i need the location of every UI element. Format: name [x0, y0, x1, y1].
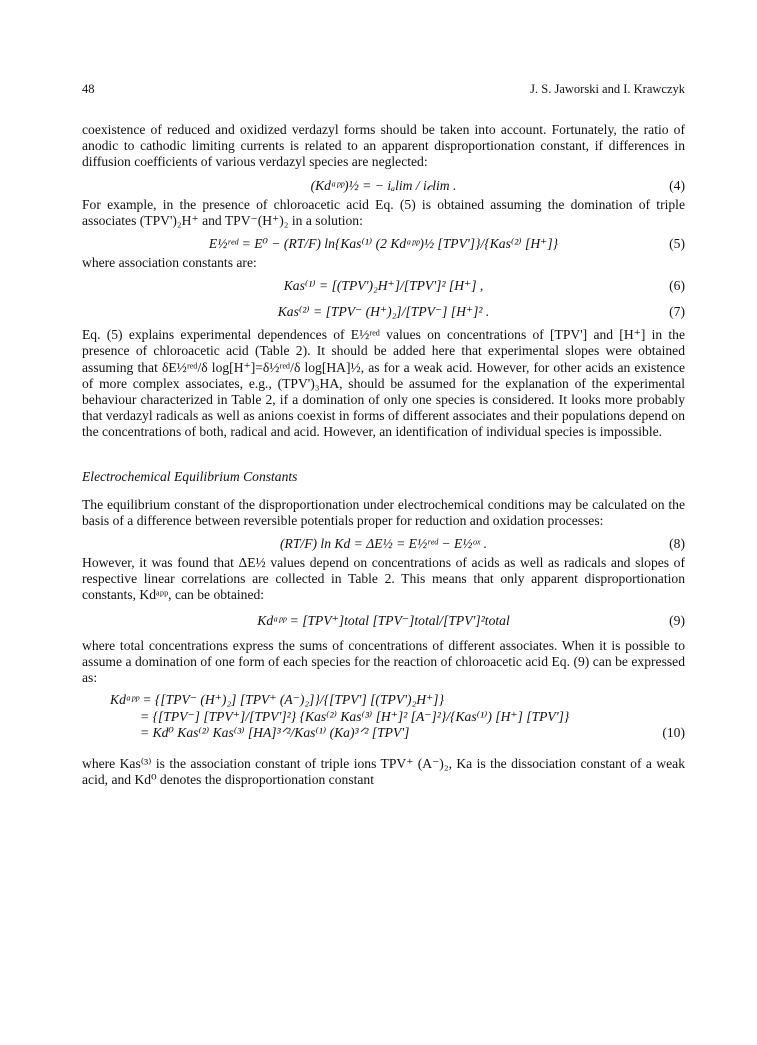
equation-6-number: (6)	[669, 278, 685, 294]
equation-9-body: Kdᵃᵖᵖ = [TPV⁺]total [TPV⁻]total/[TPV']²total	[257, 612, 510, 628]
running-header	[82, 82, 685, 102]
equation-4-number: (4)	[669, 177, 685, 193]
equation-8-number: (8)	[669, 536, 685, 552]
paragraph-5: The equilibrium constant of the disproportionation under electrochemical conditions may be calculated on the basis of a difference between reversible potentials proper for reduction and oxidation processes:	[82, 496, 685, 528]
equation-10-line-1: Kdᵃᵖᵖ = {[TPV⁻ (H⁺)₂] [TPV⁺ (A⁻)₂]}/{[TPV'] [(TPV')₂H⁺]}	[110, 692, 445, 708]
equation-10-number: (10)	[662, 725, 685, 741]
equation-10-line-3: = Kd⁰ Kas⁽²⁾ Kas⁽³⁾ [HA]³ᐟ²/Kas⁽¹⁾ (Ka)³ᐟ² [TPV']	[140, 725, 410, 741]
equation-5-body: E½ʳᵉᵈ = E⁰ − (RT/F) ln{Kas⁽¹⁾ (2 Kdᵃᵖᵖ)½ [TPV']}/{Kas⁽²⁾ [H⁺]}	[208, 236, 559, 252]
equation-8-body: (RT/F) ln Kd = ΔE½ = E½ʳᵉᵈ − E½ᵒˣ .	[280, 536, 487, 552]
equation-5-number: (5)	[669, 236, 685, 252]
equation-6	[82, 275, 685, 297]
running-head-authors: J. S. Jaworski and I. Krawczyk	[530, 82, 685, 96]
page	[82, 82, 685, 788]
equation-8	[82, 533, 685, 555]
page-number: 48	[82, 82, 95, 96]
equation-7-body: Kas⁽²⁾ = [TPV⁻ (H⁺)₂]/[TPV⁻] [H⁺]² .	[277, 304, 490, 320]
equation-4-body: (Kdᵃᵖᵖ)½ = − iₐlim / i𝒸lim .	[310, 177, 457, 193]
equation-7-number: (7)	[669, 304, 685, 320]
section-title: Electrochemical Equilibrium Constants	[82, 468, 298, 484]
paragraph-1: coexistence of reduced and oxidized verdazyl forms should be taken into account. Fortunately, the ratio of anodic to cathodic limiting currents is related to an apparent disproportionation constant, if differences in diffusion coefficients of various verdazyl species are neglected:	[82, 122, 685, 170]
equation-9-number: (9)	[669, 612, 685, 628]
paragraph-7: where total concentrations express the sums of concentrations of different associates. When it is possible to assume a domination of one form of each species for the reaction of chloroacetic acid Eq. (9) can be expressed as:	[82, 637, 685, 686]
equation-7	[82, 301, 685, 323]
paragraph-4: Eq. (5) explains experimental dependences of E½ʳᵉᵈ values on concentrations of [TPV'] and [H⁺] in the presence of chloroacetic acid (Table 2). It should be added here that experimental slopes were obtained assuming that δE½ʳᵉᵈ/δ log[H⁺]=δ½ʳᵉᵈ/δ log[HA]½, as for a weak acid. However, for other acids an existence of more complex associates, e.g., (TPV')₃HA, should be assumed for the explanation of the experimental behaviour characterized in Table 2, if a domination of only one species is considered. It looks more probably that verdazyl radicals as well as anions coexist in forms of different associates and their populations depend on the concentrations of both, radical and acid. However, an identification of individual species is impossible.	[82, 327, 685, 440]
equation-4	[82, 175, 685, 197]
paragraph-2: For example, in the presence of chloroacetic acid Eq. (5) is obtained assuming the domination of triple associates (TPV')₂H⁺ and TPV⁻(H⁺)₂ in a solution:	[82, 196, 685, 228]
paragraph-8: where Kas⁽³⁾ is the association constant of triple ions TPV⁺ (A⁻)₂, Ka is the dissociation constant of a weak acid, and Kd⁰ denotes the disproportionation constant	[82, 756, 685, 788]
equation-9	[82, 610, 685, 632]
paragraph-3: where association constants are:	[82, 255, 257, 271]
equation-6-body: Kas⁽¹⁾ = [(TPV')₂H⁺]/[TPV']² [H⁺] ,	[283, 278, 484, 294]
paragraph-6: However, it was found that ΔE½ values depend on concentrations of acids as well as radicals and slopes of respective linear correlations are collected in Table 2. This means that only apparent disproportionation constants, Kdᵃᵖᵖ, can be obtained:	[82, 555, 685, 603]
equation-5	[82, 233, 685, 255]
equation-10	[82, 692, 685, 742]
equation-10-line-2: = {[TPV⁻] [TPV⁺]/[TPV']²} {Kas⁽²⁾ Kas⁽³⁾ [H⁺]² [A⁻]²}/{Kas⁽¹⁾) [H⁺] [TPV']}	[140, 708, 570, 724]
